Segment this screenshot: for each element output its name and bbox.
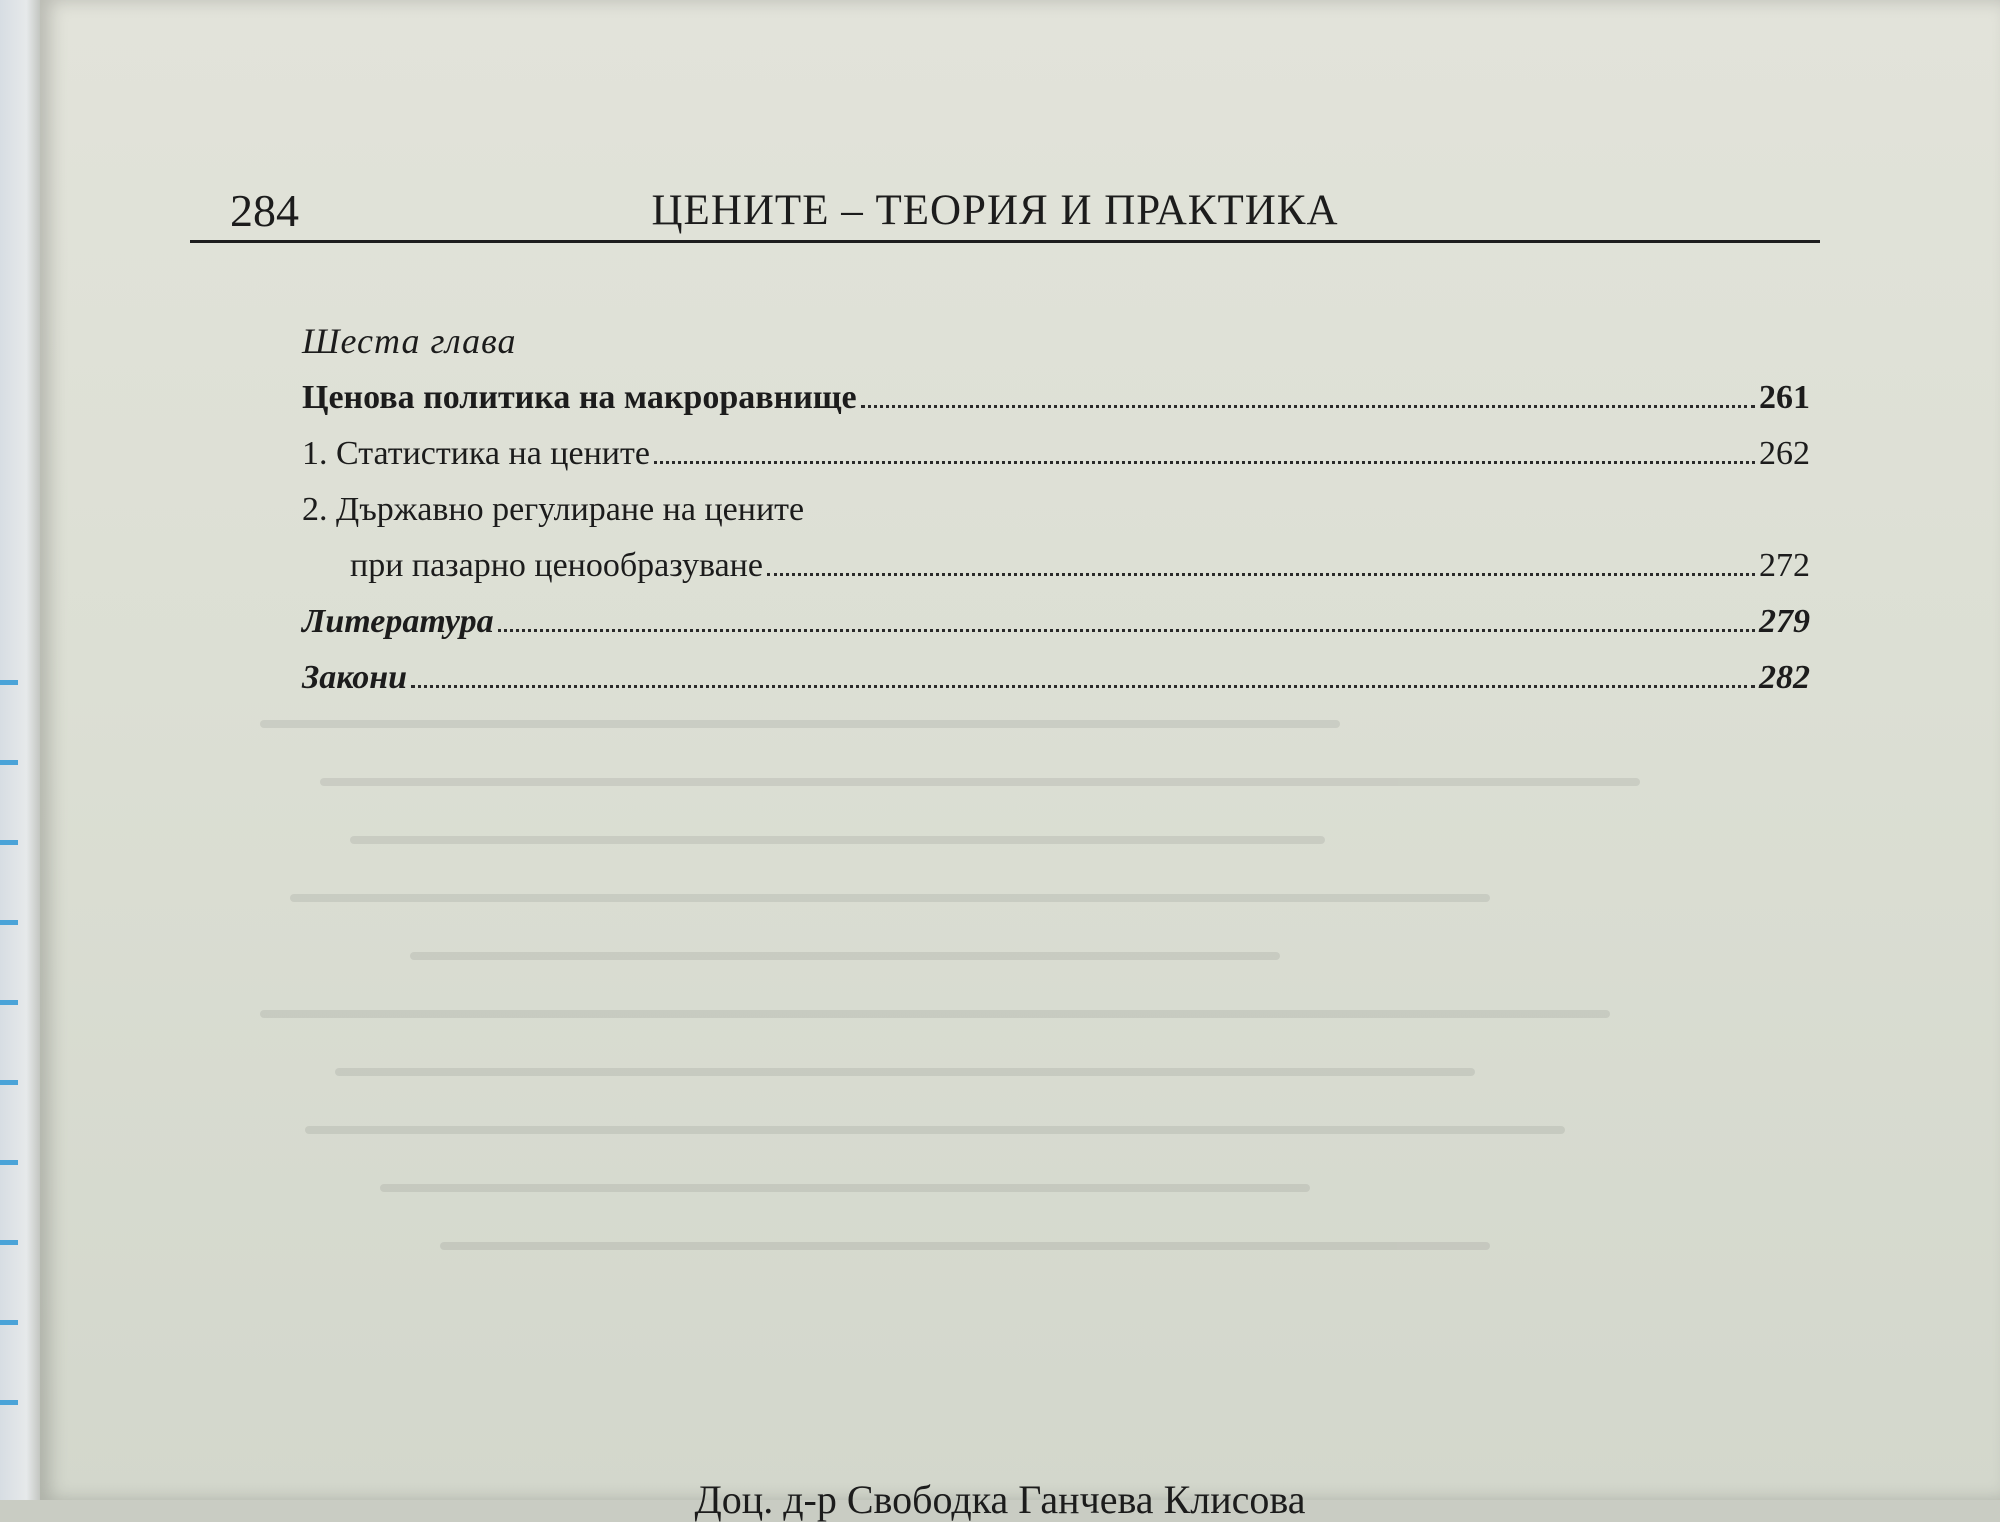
binder-mark <box>0 1080 18 1085</box>
toc-entry-page: 279 <box>1759 603 1810 640</box>
page-number: 284 <box>230 185 299 236</box>
dot-leader <box>411 685 1755 688</box>
binder-mark <box>0 1240 18 1245</box>
binder-mark <box>0 840 18 845</box>
toc-entry-page: 282 <box>1759 659 1810 696</box>
binder-mark <box>0 1000 18 1005</box>
toc-entry-chapter <box>302 370 1810 426</box>
toc-entry-2-line1 <box>302 482 1810 538</box>
toc-entry-page: 261 <box>1759 379 1810 416</box>
toc-entry-title-continued: при пазарно ценообразуване <box>350 547 763 584</box>
table-of-contents <box>302 312 1810 706</box>
running-head <box>190 182 1820 243</box>
toc-entry-literature <box>302 594 1810 650</box>
dot-leader <box>767 573 1755 576</box>
binder-mark <box>0 680 18 685</box>
toc-entry-page: 272 <box>1759 547 1810 584</box>
binder-mark <box>0 1400 18 1405</box>
dot-leader <box>654 461 1755 464</box>
author-line: Доц. д-р Свободка Ганчева Клисова <box>694 1477 1306 1522</box>
dot-leader <box>861 405 1755 408</box>
binder-mark <box>0 920 18 925</box>
binder-mark <box>0 760 18 765</box>
toc-entry-title: 1. Статистика на цените <box>302 435 650 472</box>
toc-entry-page: 262 <box>1759 435 1810 472</box>
book-title: ЦЕНИТЕ – ТЕОРИЯ И ПРАКТИКА <box>651 187 1339 234</box>
toc-entry-title: 2. Държавно регулиране на цените <box>302 491 805 528</box>
toc-entry-title: Литература <box>302 603 494 640</box>
toc-entry-2-line2 <box>302 538 1810 594</box>
toc-entry-laws <box>302 650 1810 706</box>
binder-mark <box>0 1160 18 1165</box>
toc-entry-title: Ценова политика на макроравнище <box>302 379 857 416</box>
chapter-label: Шеста глава <box>302 321 517 361</box>
toc-entry-title: Закони <box>302 659 408 696</box>
binder-strip <box>0 0 44 1500</box>
toc-entry-1 <box>302 426 1810 482</box>
binder-mark <box>0 1320 18 1325</box>
dot-leader <box>498 629 1755 632</box>
